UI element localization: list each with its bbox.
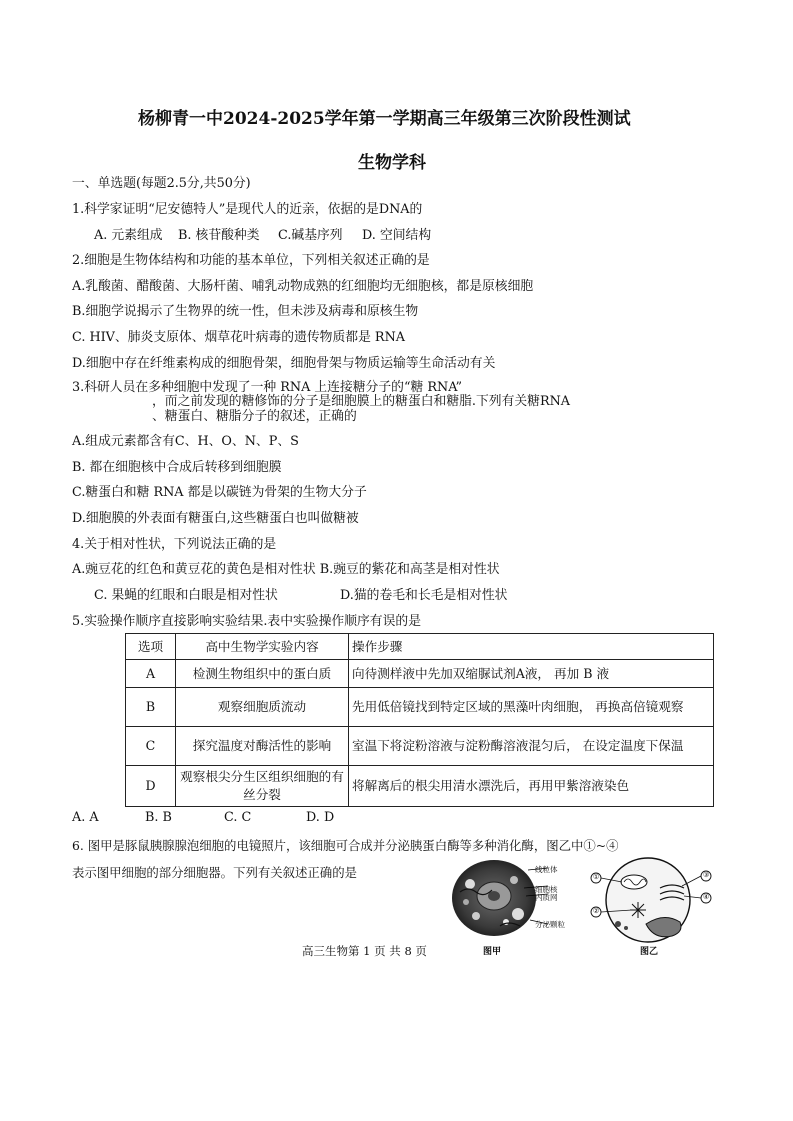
q2-option-c: C. HIV、肺炎支原体、烟草花叶病毒的遗传物质都是 RNA	[72, 330, 406, 345]
q5-stem: 5.实验操作顺序直接影响实验结果.表中实验操作顺序有误的是	[72, 614, 421, 629]
table-row	[126, 688, 714, 727]
q3-stem-line3: 、糖蛋白、糖脂分子的叙述，正确的	[152, 409, 357, 424]
q1-option-c: C.碱基序列	[278, 228, 343, 243]
table-cell-step: 先用低倍镜找到特定区域的黑藻叶肉细胞， 再换高倍镜观察	[349, 688, 714, 727]
q1-option-d: D. 空间结构	[362, 228, 432, 243]
q4-option-ab: A.豌豆花的红色和黄豆花的黄色是相对性状 B.豌豆的紫花和高茎是相对性状	[72, 562, 500, 577]
table-row	[126, 660, 714, 688]
table-cell-option: A	[126, 660, 176, 688]
fig-jia-label-mitochondria: 线粒体	[535, 865, 558, 874]
table-header-row	[126, 634, 714, 660]
q5-option-b: B. B	[145, 810, 172, 825]
table-cell-step: 向待测样液中先加双缩脲试剂A液， 再加 B 液	[349, 660, 714, 688]
table-cell-step: 将解离后的根尖用清水漂洗后，再用甲紫溶液染色	[349, 766, 714, 807]
q3-option-b: B. 都在细胞核中合成后转移到细胞膜	[72, 460, 282, 475]
q2-option-b: B.细胞学说揭示了生物界的统一性，但未涉及病毒和原核生物	[72, 304, 419, 319]
q6-stem-line1: 6. 图甲是豚鼠胰腺腺泡细胞的电镜照片，该细胞可合成并分泌胰蛋白酶等多种消化酶，图乙中①~④	[72, 838, 619, 853]
table-cell-content: 观察根尖分生区组织细胞的有丝分裂	[176, 766, 349, 807]
q2-stem: 2.细胞是生物体结构和功能的基本单位，下列相关叙述正确的是	[72, 253, 430, 268]
table-cell-option: C	[126, 727, 176, 766]
table-header-option: 选项	[126, 634, 176, 660]
q3-option-c: C.糖蛋白和糖 RNA 都是以碳链为骨架的生物大分子	[72, 485, 367, 500]
q5-option-c: C. C	[224, 810, 252, 825]
table-row	[126, 727, 714, 766]
q1-stem: 1.科学家证明“尼安德特人”是现代人的近亲，依据的是DNA的	[72, 202, 423, 217]
q3-option-a: A.组成元素都含有C、H、O、N、P、S	[72, 434, 299, 449]
q3-stem-line1: 3.科研人员在多种细胞中发现了一种 RNA 上连接糖分子的“糖 RNA”	[72, 380, 463, 395]
q1-option-a: A. 元素组成	[94, 228, 163, 243]
page-footer: 高三生物第 1 页 共 8 页	[302, 944, 427, 958]
q6-stem-line2: 表示图甲细胞的部分细胞器。下列有关叙述正确的是	[72, 865, 357, 880]
q5-option-d: D. D	[306, 810, 335, 825]
table-cell-step: 室温下将淀粉溶液与淀粉酶溶液混匀后， 在设定温度下保温	[349, 727, 714, 766]
table-cell-option: D	[126, 766, 176, 807]
fig-yi-mark-1: ①	[593, 873, 600, 881]
fig-jia-label-er: 内质网	[535, 893, 558, 902]
fig-jia-label-secretory: 分泌颗粒	[535, 920, 565, 929]
q2-option-a: A.乳酸菌、醋酸菌、大肠杆菌、哺乳动物成熟的红细胞均无细胞核，都是原核细胞	[72, 279, 534, 294]
q5-option-a: A. A	[72, 810, 99, 825]
q3-stem-line2: ，而之前发现的糖修饰的分子是细胞膜上的糖蛋白和糖脂.下列有关糖RNA	[152, 394, 571, 409]
fig-yi-mark-2: ②	[593, 907, 600, 915]
subject-title: 生物学科	[358, 153, 426, 173]
fig-yi-mark-3: ③	[703, 871, 710, 879]
table-header-step: 操作步骤	[349, 634, 714, 660]
table-header-content: 高中生物学实验内容	[176, 634, 349, 660]
fig-yi-caption: 图乙	[640, 947, 659, 957]
table-row	[126, 766, 714, 807]
q3-option-d: D.细胞膜的外表面有糖蛋白,这些糖蛋白也叫做糖被	[72, 511, 359, 526]
q1-option-b: B. 核苷酸种类	[178, 228, 260, 243]
q4-stem: 4.关于相对性状，下列说法正确的是	[72, 537, 277, 552]
table-cell-option: B	[126, 688, 176, 727]
q5-experiment-table	[125, 633, 714, 807]
table-cell-content: 检测生物组织中的蛋白质	[176, 660, 349, 688]
q2-option-d: D.细胞中存在纤维素构成的细胞骨架，细胞骨架与物质运输等生命活动有关	[72, 356, 496, 371]
section-heading: 一、单选题(每题2.5分,共50分)	[72, 176, 251, 191]
q4-option-c: C. 果蝇的红眼和白眼是相对性状	[94, 588, 278, 603]
page-title: 杨柳青一中2024-2025学年第一学期高三年级第三次阶段性测试	[138, 109, 631, 129]
table-cell-content: 探究温度对酶活性的影响	[176, 727, 349, 766]
q4-option-d: D.猫的卷毛和长毛是相对性状	[340, 588, 508, 603]
fig-jia-caption: 图甲	[483, 947, 502, 957]
fig-yi-mark-4: ④	[703, 893, 710, 901]
table-cell-content: 观察细胞质流动	[176, 688, 349, 727]
fig-jia-label-nucleus: 细胞核	[535, 885, 558, 894]
figure-yi-diagram	[588, 854, 718, 946]
